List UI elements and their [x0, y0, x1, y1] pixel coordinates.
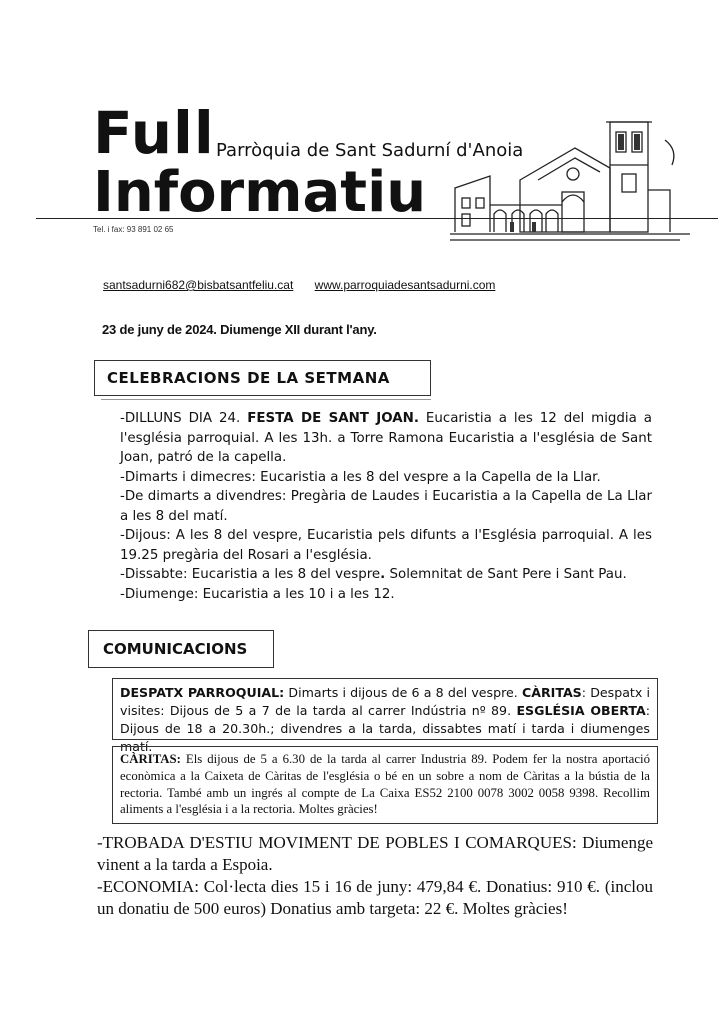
list-item: -Dissabte: Eucaristia a les 8 del vespre. Solemnitat de Sant Pere i Sant Pau.: [120, 567, 627, 582]
contact-line: [103, 278, 495, 292]
church-illustration: [450, 110, 690, 255]
bottom-notices: [97, 832, 653, 920]
comunicacions-heading: COMUNICACIONS: [88, 630, 274, 668]
email-link[interactable]: santsadurni682@bisbatsantfeliu.cat: [103, 278, 294, 292]
list-item: -DILLUNS DIA 24. FESTA DE SANT JOAN. Eucaristia a les 12 del migdia a l'església parroquial. A les 13h. a Torre Ramona Eucaristia a l'església de Sant Joan, patró de la capella.: [120, 411, 652, 465]
title-informatiu: Informatiu: [93, 160, 427, 225]
title-full: Full: [93, 99, 215, 167]
list-item: -Diumenge: Eucaristia a les 10 i a les 12.: [120, 586, 395, 602]
trobada-notice: -TROBADA D'ESTIU MOVIMENT DE POBLES I COMARQUES: Diumenge vinent a la tarda a Espoia.: [97, 833, 653, 874]
list-item: -Dijous: A les 8 del vespre, Eucaristia pels difunts a l'Església parroquial. A les 19.25 pregària del Rosari a l'església.: [120, 528, 652, 563]
date-line: 23 de juny de 2024. Diumenge XII durant l'any.: [102, 322, 377, 337]
despatx-notice: DESPATX PARROQUIAL: Dimarts i dijous de 6 a 8 del vespre. CÀRITAS: Despatx i visites: Dijous de 5 a 7 de la tarda al carrer Indústria nº 89. ESGLÉSIA OBERTA: Dijous de 18 a 20.30h.; divendres a la tarda, dissabtes matí i tarda i diumenges matí.: [112, 678, 658, 740]
phone-number: Tel. i fax: 93 891 02 65: [93, 225, 174, 234]
website-link[interactable]: www.parroquiadesantsadurni.com: [314, 278, 496, 292]
list-item: -Dimarts i dimecres: Eucaristia a les 8 del vespre a la Capella de la Llar.: [120, 469, 601, 485]
celebracions-list: [120, 409, 652, 604]
parish-name: Parròquia de Sant Sadurní d'Anoia: [216, 140, 524, 161]
caritas-notice: CÀRITAS: Els dijous de 5 a 6.30 de la tarda al carrer Industria 89. Podem fer la nostra aportació econòmica a la Caixeta de Càritas de l'església o bé en un sobre a nom de Càritas a la bústia de la rectoria. També amb un ingrés al compte de La Caixa ES52 2100 0078 3002 0058 9398. Recollim aliments a l'església i a la rectoria. Moltes gràcies!: [112, 746, 658, 824]
economia-notice: -ECONOMIA: Col·lecta dies 15 i 16 de juny: 479,84 €. Donatius: 910 €. (inclou un donatiu de 500 euros) Donatius amb targeta: 22 €. Moltes gràcies!: [97, 877, 653, 918]
celebracions-heading: CELEBRACIONS DE LA SETMANA: [94, 360, 431, 396]
list-item: -De dimarts a divendres: Pregària de Laudes i Eucaristia a la Capella de La Llar a les 8 del matí.: [120, 489, 652, 524]
